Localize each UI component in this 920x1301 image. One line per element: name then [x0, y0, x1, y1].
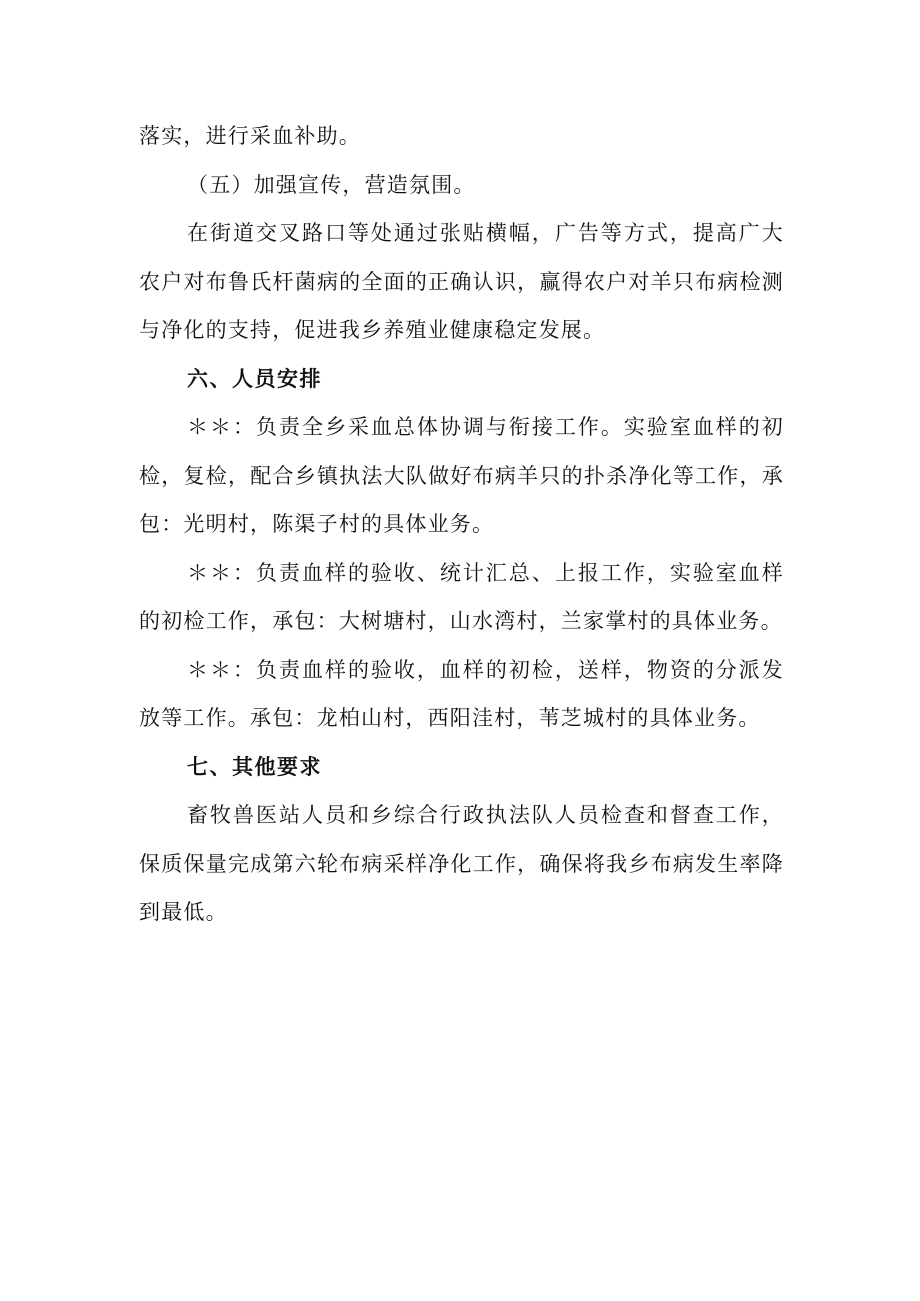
paragraph-requirements: 畜牧兽医站人员和乡综合行政执法队人员检查和督查工作，保质保量完成第六轮布病采样净化工作，确保将我乡布病发生率降到最低。 [139, 803, 784, 924]
paragraph-staff-1: ＊＊：负责全乡采血总体协调与衔接工作。实验室血样的初检，复检，配合乡镇执法大队做好布病羊只的扑杀净化等工作，承包：光明村，陈渠子村的具体业务。 [139, 415, 784, 536]
section-heading-other-requirements: 七、其他要求 [187, 754, 322, 779]
paragraph-staff-2: ＊＊：负责血样的验收、统计汇总、上报工作，实验室血样的初检工作，承包：大树塘村，山水湾村，兰家掌村的具体业务。 [139, 560, 784, 633]
paragraph-staff-3: ＊＊：负责血样的验收，血样的初检，送样，物资的分派发放等工作。承包：龙柏山村，西阳洼村，苇芝城村的具体业务。 [139, 657, 784, 730]
paragraph-continuation: 落实，进行采血补助。 [139, 124, 361, 148]
subsection-heading-publicity: （五）加强宣传，营造氛围。 [187, 172, 476, 197]
paragraph-publicity: 在街道交叉路口等处通过张贴横幅，广告等方式，提高广大农户对布鲁氏杆菌病的全面的正确认识，赢得农户对羊只布病检测与净化的支持，促进我乡养殖业健康稳定发展。 [139, 221, 784, 342]
section-heading-staffing: 六、人员安排 [187, 366, 322, 391]
document-body [139, 112, 784, 937]
